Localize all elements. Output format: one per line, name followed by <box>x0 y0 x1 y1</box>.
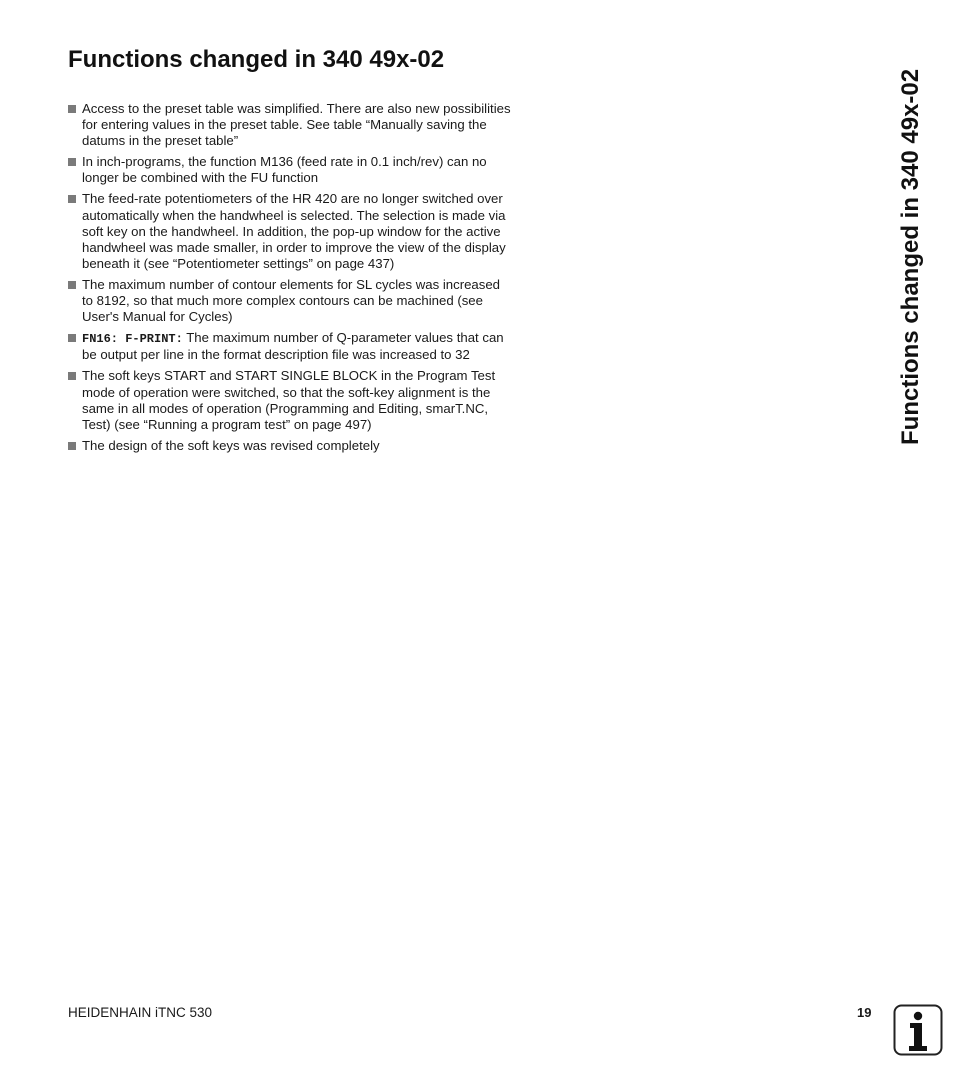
bullet-square-icon <box>68 281 76 289</box>
list-item-text: The design of the soft keys was revised completely <box>82 437 380 453</box>
bullet-square-icon <box>68 442 76 450</box>
list-item-text: The soft keys START and START SINGLE BLOCK in the Program Test mode of operation were switched, so that the soft-key alignment is the same in all modes of operation (Programming and Editing, smarT.NC, Test) (see “Running a program test” on page 497) <box>82 368 496 432</box>
list-item-text: The maximum number of contour elements for SL cycles was increased to 8192, so that much more complex contours can be machined (see User's Manual for Cycles) <box>82 276 501 325</box>
list-item-text: The maximum number of Q-parameter values that can be output per line in the format description file was increased to 32 <box>82 330 504 363</box>
list-item-text: Access to the preset table was simplified. There are also new possibilities for entering values in the preset table. See table “Manually saving the datums in the preset table” <box>82 101 511 149</box>
info-icon <box>893 1004 943 1056</box>
page-number: 19 <box>857 1005 872 1020</box>
bullet-square-icon <box>68 195 76 203</box>
bullet-square-icon <box>68 158 76 166</box>
manual-name: HEIDENHAIN iTNC 530 <box>68 1005 213 1020</box>
side-section-title: Functions changed in 340 49x-02 <box>897 68 924 445</box>
bullet-square-icon <box>68 372 76 380</box>
list-item-text: The feed-rate potentiometers of the HR 420 are no longer switched over automatically when the handwheel is selected. The selection is made via soft key on the handwheel. In addition, the pop-up window for the active handwheel was made smaller, in order to improve the view of the display beneath it (see “Potentiometer settings” on page 437) <box>82 191 506 271</box>
list-item <box>68 191 511 271</box>
bullet-list <box>68 101 511 459</box>
code-keyword: FN16: F-PRINT: <box>82 332 183 347</box>
list-item-text: In inch-programs, the function M136 (feed rate in 0.1 inch/rev) can no longer be combined with the FU function <box>82 154 487 186</box>
page-title: Functions changed in 340 49x-02 <box>68 46 445 73</box>
list-item <box>68 330 511 363</box>
list-item <box>68 101 511 149</box>
bullet-square-icon <box>68 105 76 113</box>
list-item <box>68 277 511 325</box>
bullet-square-icon <box>68 334 76 342</box>
list-item <box>68 368 511 432</box>
list-item <box>68 154 511 186</box>
list-item <box>68 438 511 454</box>
